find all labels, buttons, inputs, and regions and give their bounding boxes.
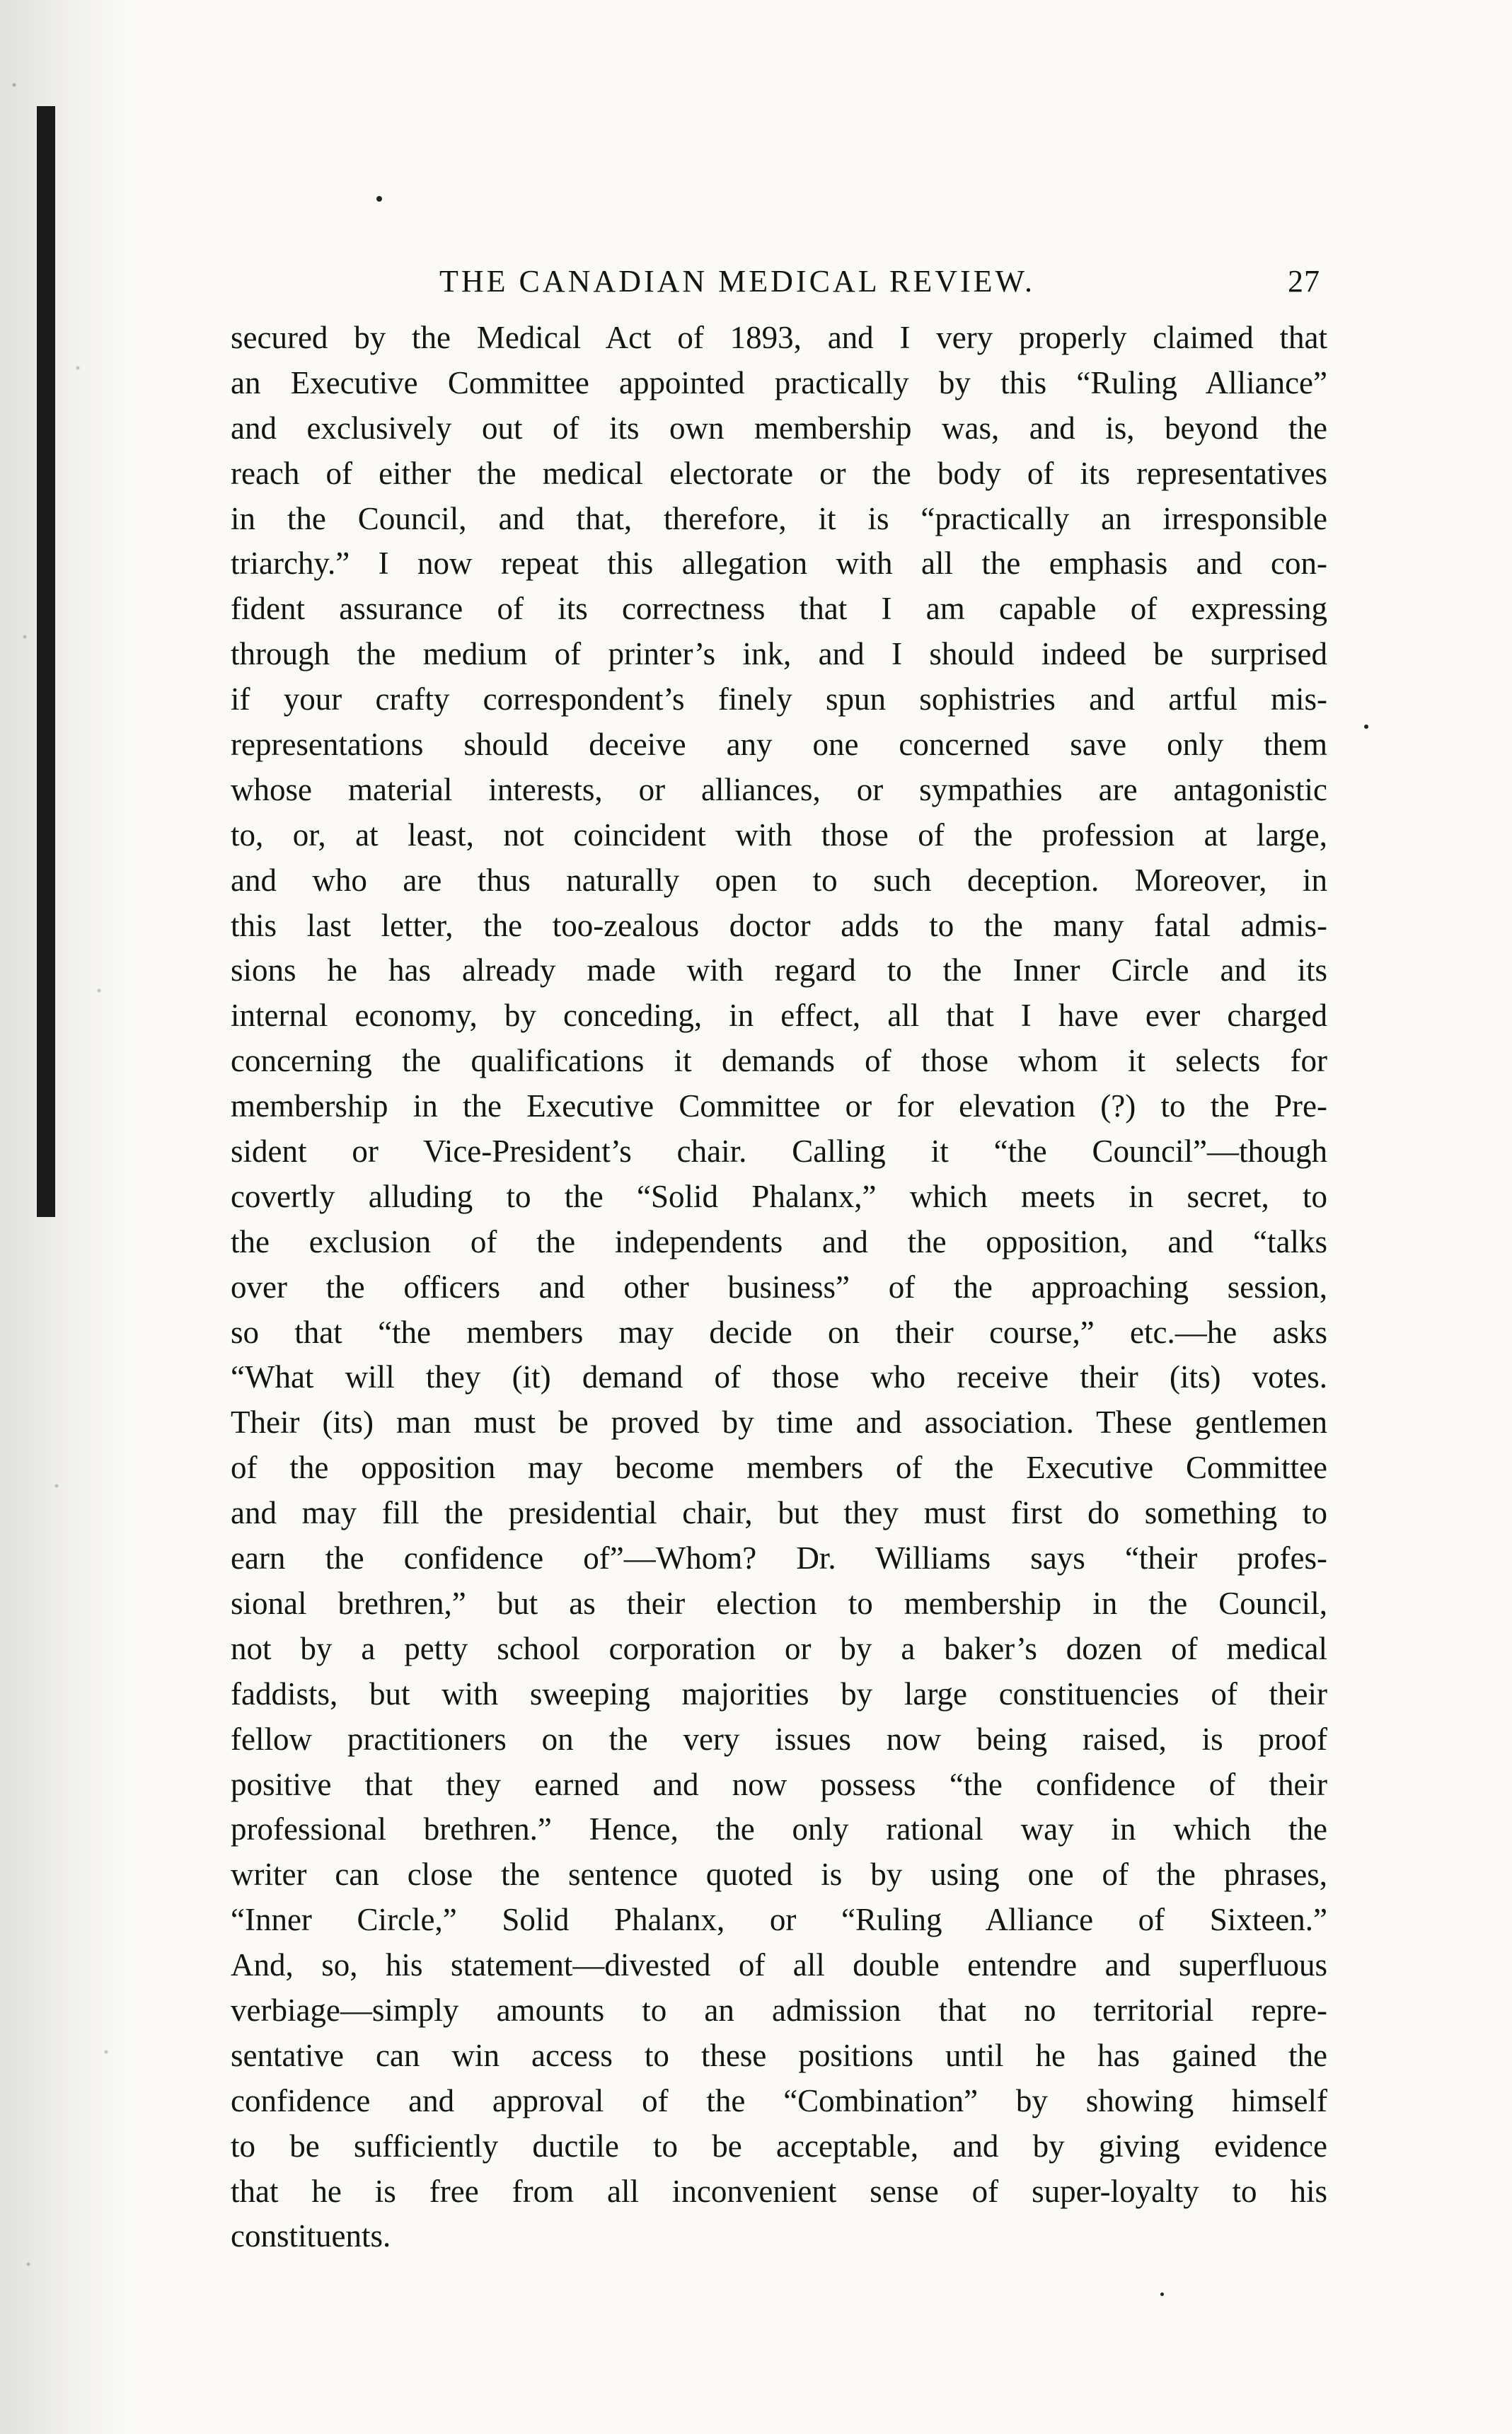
- text-line: an Executive Committee appointed practically by this “Ruling Alliance”: [231, 364, 1327, 400]
- text-line: fident assurance of its correctness that I am capable of expressing: [231, 591, 1327, 627]
- text-line: covertly alluding to the “Solid Phalanx,” which meets in secret, to: [231, 1178, 1327, 1214]
- text-line: constituents.: [231, 2218, 391, 2254]
- text-line: Their (its) man must be proved by time and association. These gentlemen: [231, 1405, 1327, 1441]
- text-line: to be sufficiently ductile to be acceptable, and by giving evidence: [231, 2128, 1327, 2164]
- text-line: sional brethren,” but as their election to membership in the Council,: [231, 1585, 1327, 1621]
- running-head: [231, 263, 1327, 308]
- text-line: not by a petty school corporation or by a baker’s dozen of medical: [231, 1630, 1327, 1666]
- text-line: sentative can win access to these positions until he has gained the: [231, 2037, 1327, 2073]
- text-line: membership in the Executive Committee or for elevation (?) to the Pre-: [231, 1088, 1327, 1124]
- text-line: triarchy.” I now repeat this allegation with all the emphasis and con-: [231, 546, 1327, 582]
- text-line: concerning the qualifications it demands of those whom it selects for: [231, 1043, 1327, 1079]
- text-line: sident or Vice-President’s chair. Calling it “the Council”—though: [231, 1134, 1327, 1170]
- text-line: in the Council, and that, therefore, it is “practically an irresponsible: [231, 500, 1327, 536]
- text-line: the exclusion of the independents and the opposition, and “talks: [231, 1223, 1327, 1259]
- text-line: representations should deceive any one concerned save only them: [231, 727, 1327, 763]
- text-line: whose material interests, or alliances, or sympathies are antagonistic: [231, 771, 1327, 807]
- ink-speck: [376, 196, 382, 202]
- text-line: “Inner Circle,” Solid Phalanx, or “Ruling Alliance of Sixteen.”: [231, 1902, 1327, 1938]
- text-line: faddists, but with sweeping majorities by large constituencies of their: [231, 1675, 1327, 1712]
- article-body: [231, 316, 1327, 2259]
- text-line: professional brethren.” Hence, the only rational way in which the: [231, 1811, 1327, 1847]
- binding-shadow-bar: [37, 106, 55, 1217]
- text-line: this last letter, the too-zealous doctor adds to the many fatal admis-: [231, 907, 1327, 943]
- text-line: sions he has already made with regard to the Inner Circle and its: [231, 952, 1327, 988]
- text-line: and may fill the presidential chair, but they must first do something to: [231, 1495, 1327, 1531]
- text-line: writer can close the sentence quoted is by using one of the phrases,: [231, 1857, 1327, 1893]
- scan-binding-edge: [0, 0, 134, 2434]
- page-number: 27: [1288, 264, 1320, 299]
- text-line: fellow practitioners on the very issues now being raised, is proof: [231, 1721, 1327, 1757]
- text-line: “What will they (it) demand of those who receive their (its) votes.: [231, 1359, 1327, 1395]
- text-line: verbiage—simply amounts to an admission that no territorial repre-: [231, 1992, 1327, 2028]
- text-line: that he is free from all inconvenient sense of super-loyalty to his: [231, 2173, 1327, 2209]
- text-line: through the medium of printer’s ink, and I should indeed be surprised: [231, 636, 1327, 672]
- text-line: confidence and approval of the “Combination” by showing himself: [231, 2082, 1327, 2118]
- journal-title: THE CANADIAN MEDICAL REVIEW.: [439, 264, 1035, 299]
- ink-speck: [1160, 2292, 1164, 2296]
- text-line: positive that they earned and now possess “the confidence of their: [231, 1766, 1327, 1802]
- text-line: so that “the members may decide on their course,” etc.—he asks: [231, 1314, 1327, 1350]
- text-line: of the opposition may become members of the Executive Committee: [231, 1450, 1327, 1486]
- text-line: if your crafty correspondent’s finely spun sophistries and artful mis-: [231, 681, 1327, 717]
- text-line: earn the confidence of”—Whom? Dr. Williams says “their profes-: [231, 1540, 1327, 1576]
- text-line: and who are thus naturally open to such deception. Moreover, in: [231, 862, 1327, 898]
- text-line: reach of either the medical electorate or the body of its representatives: [231, 455, 1327, 491]
- text-line: to, or, at least, not coincident with those of the profession at large,: [231, 817, 1327, 853]
- text-line: and exclusively out of its own membership was, and is, beyond the: [231, 410, 1327, 446]
- text-line: over the officers and other business” of the approaching session,: [231, 1269, 1327, 1305]
- ink-speck: [1364, 725, 1368, 729]
- page-content: [231, 263, 1327, 2259]
- text-line: secured by the Medical Act of 1893, and I very properly claimed that: [231, 320, 1327, 355]
- text-line: internal economy, by conceding, in effect, all that I have ever charged: [231, 998, 1327, 1034]
- text-line: And, so, his statement—divested of all double entendre and superfluous: [231, 1947, 1327, 1983]
